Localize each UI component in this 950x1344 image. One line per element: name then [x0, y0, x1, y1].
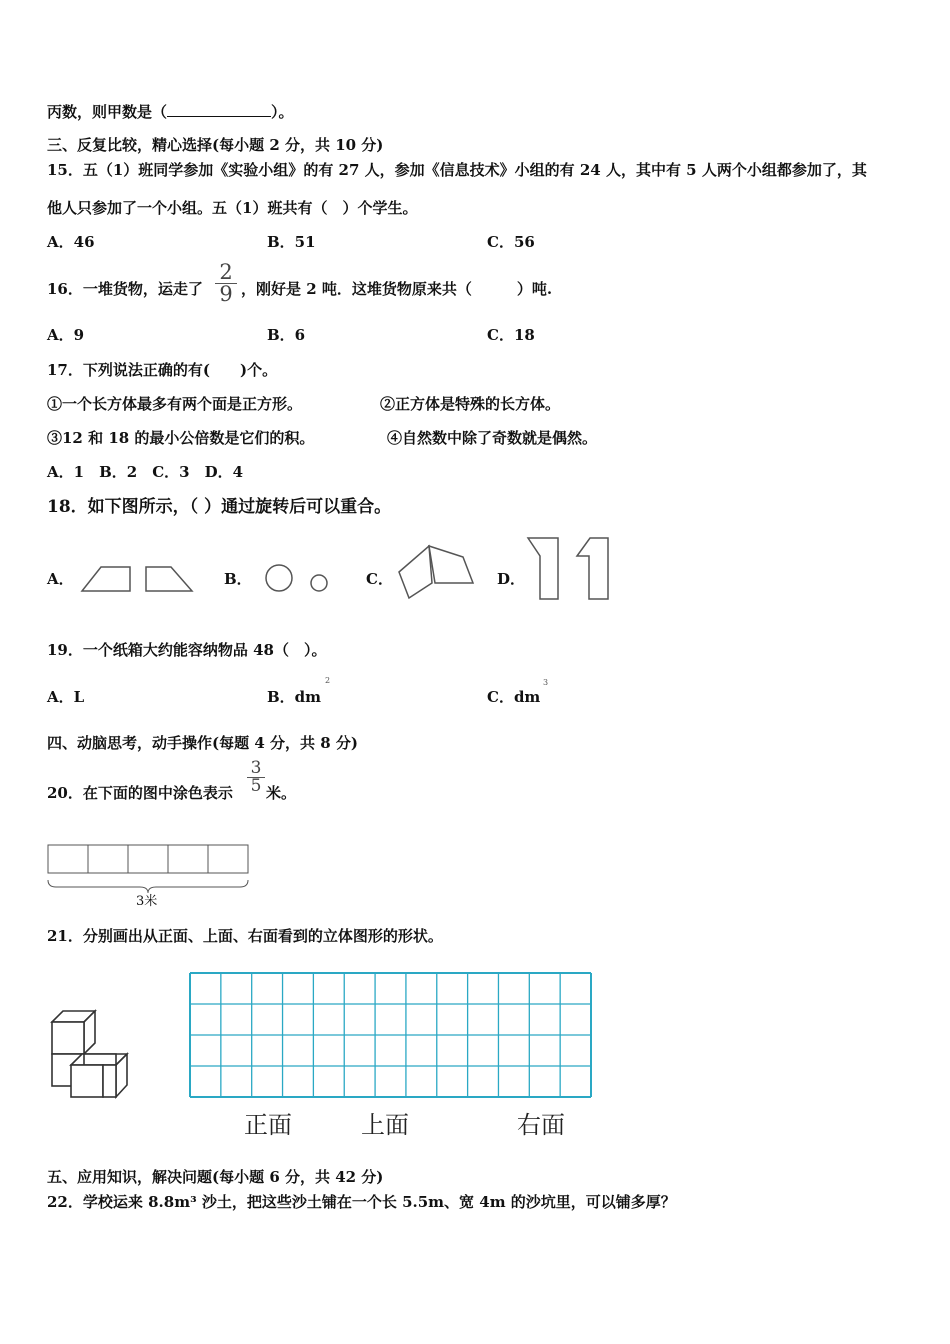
q19-option-b[interactable]: B．dm — [267, 688, 322, 706]
q16-frac-den: 9 — [219, 282, 233, 306]
q20-suffix: 米。 — [266, 784, 297, 802]
section-4-title: 四、动脑思考，动手操作(每题 4 分，共 8 分) — [47, 734, 358, 752]
q16-option-c[interactable]: C．18 — [487, 326, 535, 344]
section-3-title: 三、反复比较，精心选择(每小题 2 分，共 10 分) — [47, 136, 384, 154]
q16-option-a[interactable]: A．9 — [47, 326, 85, 344]
prev-question-suffix: ）。 — [271, 103, 294, 121]
q19-option-c-sup: 3 — [543, 678, 549, 687]
q15-option-a[interactable]: A．46 — [47, 233, 95, 251]
q20-frac-num: 3 — [250, 758, 262, 778]
q18-option-a[interactable]: A． — [47, 570, 74, 588]
q21-label-top: 上面 — [361, 1111, 409, 1139]
q21-label-front: 正面 — [244, 1111, 292, 1139]
q15-option-c[interactable]: C．56 — [487, 233, 535, 251]
q15-line1: 15．五（1）班同学参加《实验小组》的有 27 人，参加《信息技术》小组的有 24 人，其中有 5 人两个小组都参加了，其 — [47, 161, 867, 179]
q16-suffix: ，刚好是 2 吨．这堆货物原来共（ ）吨. — [241, 280, 553, 298]
q19-option-a[interactable]: A．L — [47, 688, 85, 706]
section-5-title: 五、应用知识，解决问题(每小题 6 分，共 42 分) — [47, 1168, 384, 1186]
q21-stem: 21．分别画出从正面、上面、右面看到的立体图形的形状。 — [47, 927, 443, 945]
q18-option-b[interactable]: B． — [224, 570, 252, 588]
q17-statement-4: ④自然数中除了奇数就是偶然。 — [387, 429, 598, 447]
q18-stem: 18．如下图所示，（ ）通过旋转后可以重合。 — [47, 497, 392, 517]
q16-option-b[interactable]: B．6 — [267, 326, 306, 344]
q22-text: 22．学校运来 8.8m³ 沙土，把这些沙土铺在一个长 5.5m、宽 4m 的沙坑里，可以铺多厚？ — [47, 1193, 676, 1211]
q18-option-c[interactable]: C． — [366, 570, 393, 588]
q20-frac-den: 5 — [250, 776, 262, 796]
q17-stem: 17．下列说法正确的有( )个。 — [47, 361, 278, 379]
q17-options[interactable]: A．1 B．2 C．3 D．4 — [47, 463, 244, 481]
q20-bar-label: 3米 — [136, 894, 158, 909]
q15-option-b[interactable]: B．51 — [267, 233, 316, 251]
q17-statement-1: ①一个长方体最多有两个面是正方形。 — [47, 395, 303, 413]
q19-stem: 19．一个纸箱大约能容纳物品 48（ ）。 — [47, 641, 327, 659]
q19-option-b-sup: 2 — [325, 676, 331, 685]
q16-frac-num: 2 — [219, 260, 233, 284]
q21-label-right: 右面 — [517, 1111, 565, 1139]
q17-statement-3: ③12 和 18 的最小公倍数是它们的积。 — [47, 429, 315, 447]
q17-statement-2: ②正方体是特殊的长方体。 — [380, 395, 561, 413]
q19-option-c[interactable]: C．dm — [487, 688, 541, 706]
q15-line2: 他人只参加了一个小组。五（1）班共有（ ）个学生。 — [47, 199, 418, 217]
q18-option-d[interactable]: D． — [497, 570, 526, 588]
prev-question-prefix: 丙数，则甲数是（ — [47, 103, 168, 121]
q16-prefix: 16．一堆货物，运走了 — [47, 280, 203, 298]
q20-prefix: 20．在下面的图中涂色表示 — [47, 784, 233, 802]
